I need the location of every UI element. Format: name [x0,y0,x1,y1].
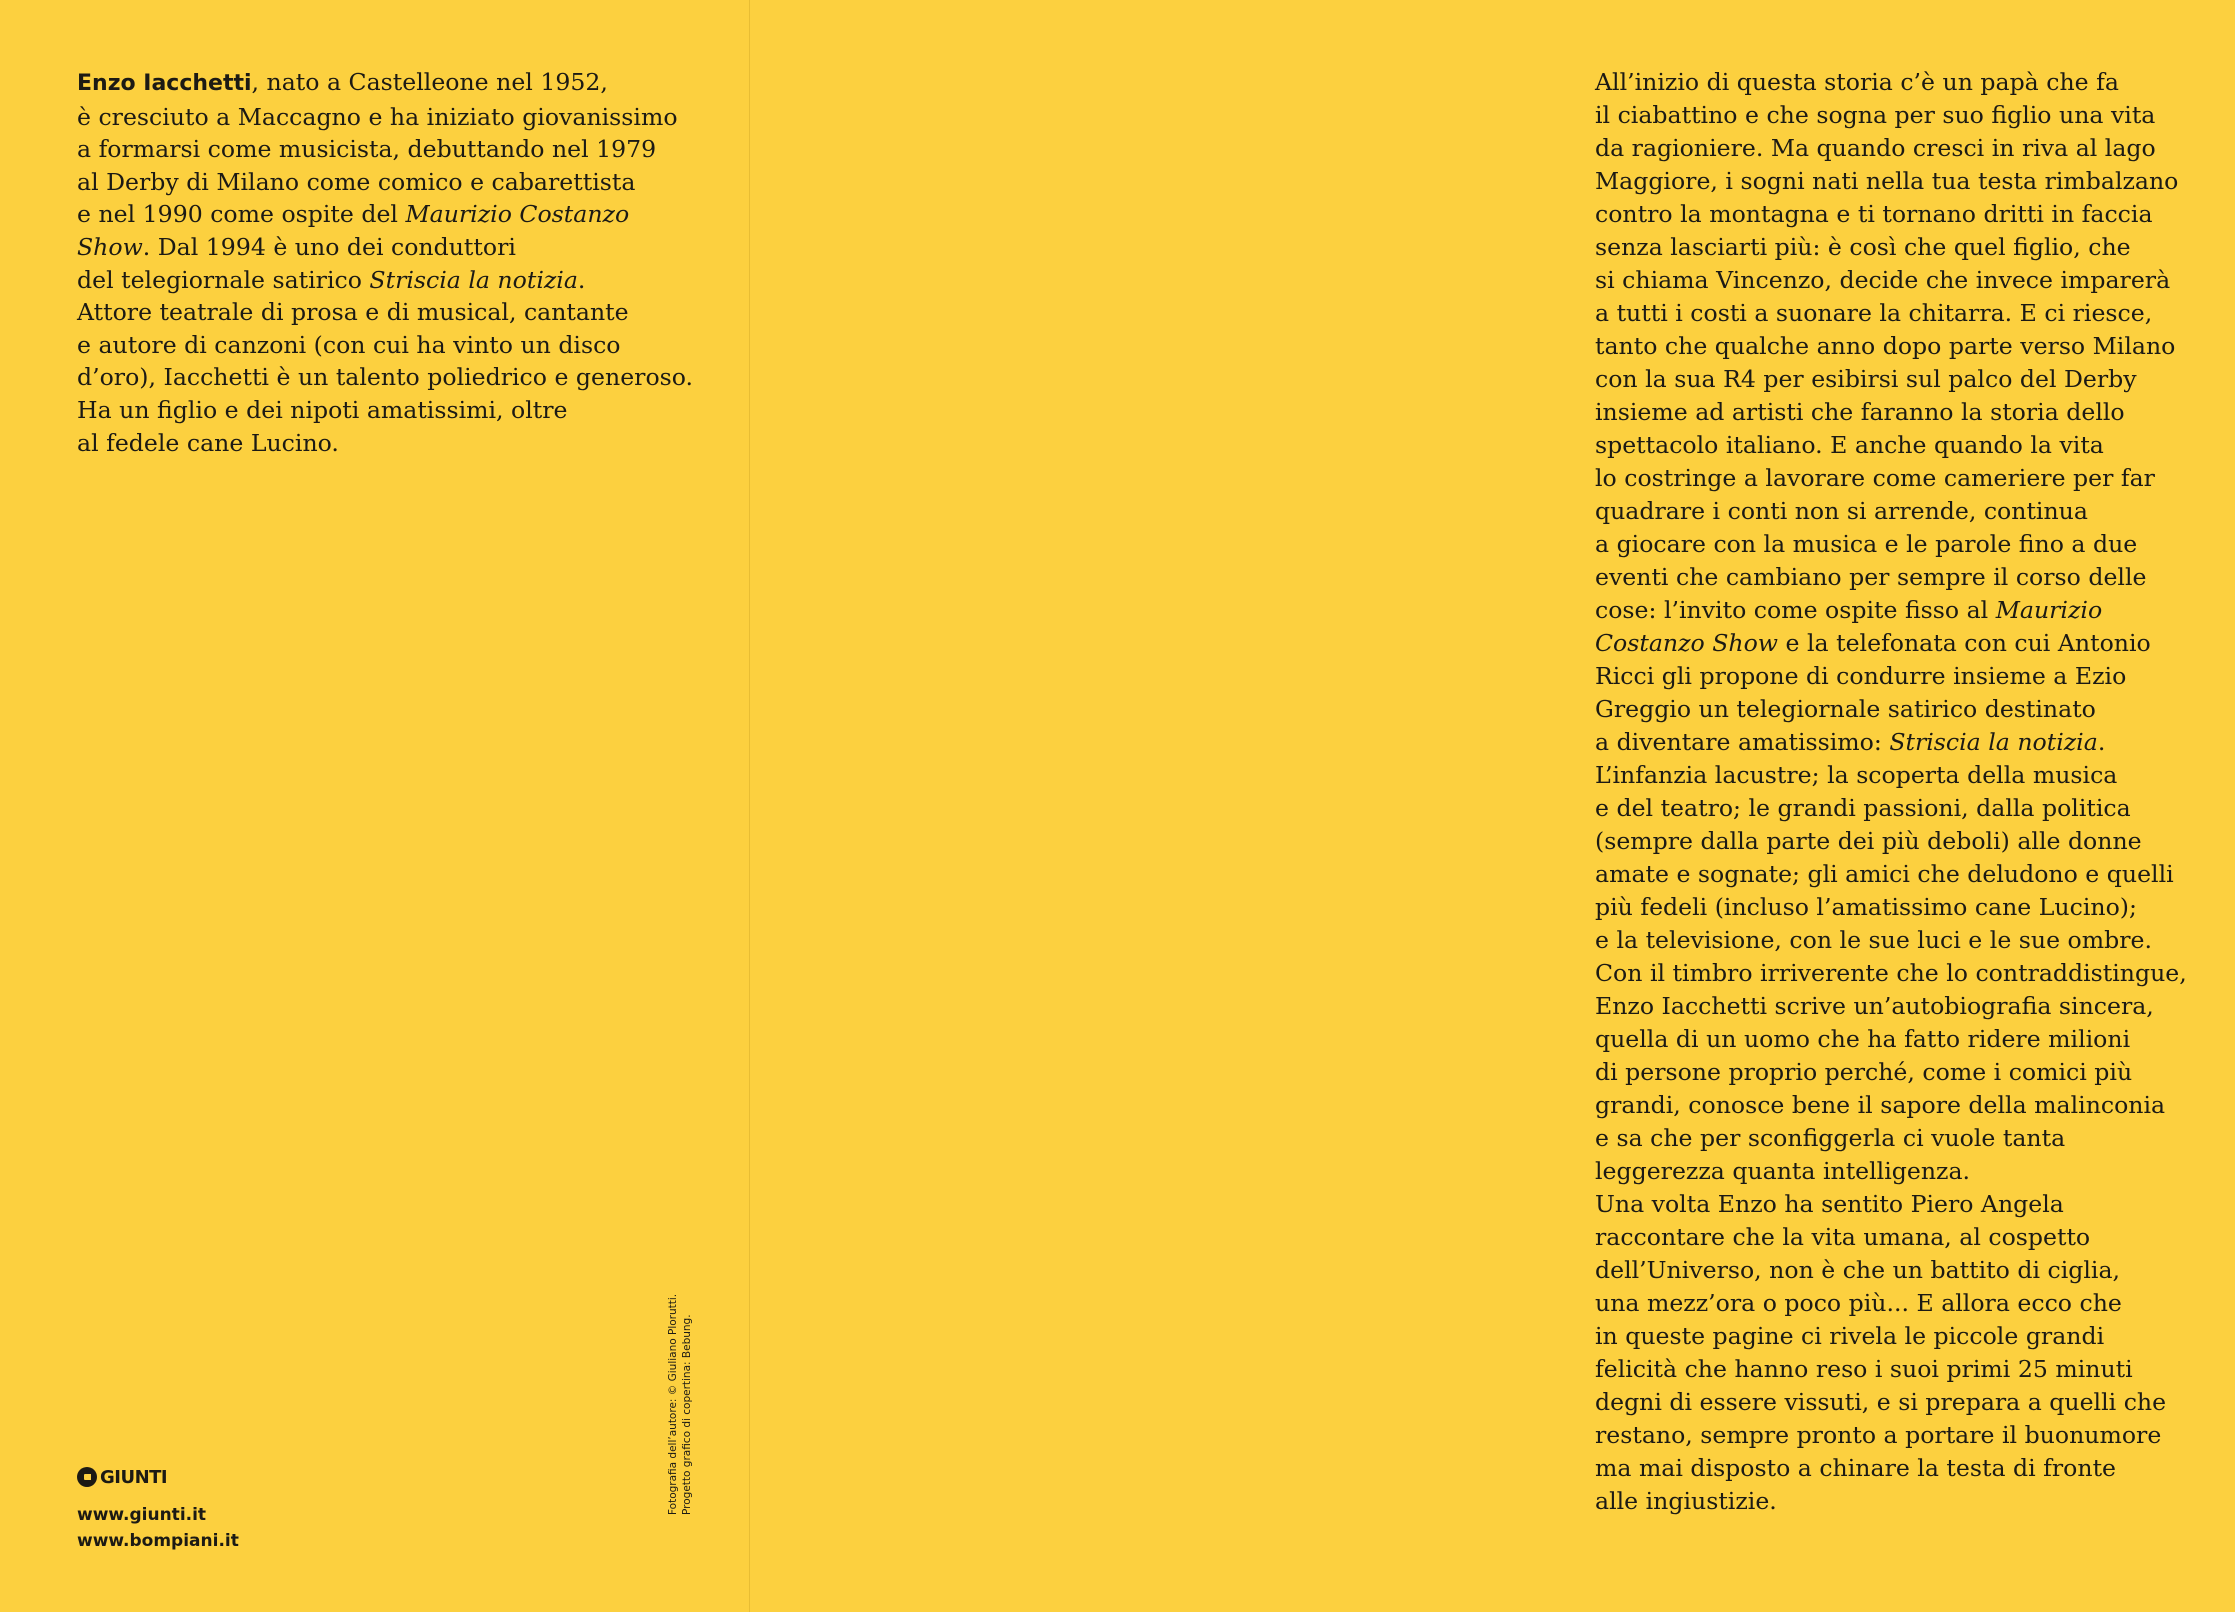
text-run: a diventare amatissimo: [1595,728,1890,756]
text-line [1595,528,2235,561]
text-run: di persone proprio perché, come i comici più [1595,1058,2133,1086]
text-line [1595,759,2235,792]
website-links [77,1502,239,1554]
text-line [1595,264,2235,297]
text-line [1595,891,2235,924]
text-line [1595,99,2235,132]
text-run: senza lasciarti più: è così che quel figlio, che [1595,233,2131,261]
text-run: tanto che qualche anno dopo parte verso Milano [1595,332,2176,360]
text-line [77,296,677,329]
design-credit: Progetto grafico di copertina: Bebung. [681,1314,693,1515]
text-line [1595,594,2235,627]
text-run: una mezz’ora o poco più... E allora ecco che [1595,1289,2122,1317]
text-run: eventi che cambiano per sempre il corso delle [1595,563,2147,591]
text-run: . Dal 1994 è uno dei conduttori [142,232,516,261]
text-run: Ha un figlio e dei nipoti amatissimi, oltre [77,395,568,424]
publisher-logo [77,1466,167,1488]
text-run: e la televisione, con le sue luci e le sue ombre. [1595,926,2152,954]
text-run: da ragioniere. Ma quando cresci in riva al lago [1595,134,2156,162]
text-run: restano, sempre pronto a portare il buonumore [1595,1421,2162,1449]
text-line [1595,396,2235,429]
text-line [1595,858,2235,891]
credits [666,1293,700,1515]
text-run: Attore teatrale di prosa e di musical, cantante [77,298,629,327]
text-run: degni di essere vissuti, e si prepara a quelli che [1595,1388,2167,1416]
text-line [1595,132,2235,165]
text-run: leggerezza quanta intelligenza. [1595,1157,1971,1185]
text-run: al Derby di Milano come comico e cabarettista [77,167,636,196]
italic-title: Maurizio Costanzo [405,200,630,229]
text-line [1595,462,2235,495]
text-run: Con il timbro irriverente che lo contraddistingue, [1595,959,2187,987]
text-run: grandi, conosce bene il sapore della malinconia [1595,1091,2166,1119]
text-line [1595,726,2235,759]
italic-title: Show [77,232,143,261]
text-line [1595,1089,2235,1122]
italic-title: Maurizio [1995,596,2103,624]
italic-title: Striscia la notizia [369,265,578,294]
italic-title: Striscia la notizia [1889,728,2098,756]
text-line [1595,924,2235,957]
text-run: più fedeli (incluso l’amatissimo cane Lucino); [1595,893,2137,921]
text-line [1595,1320,2235,1353]
author-name: Enzo Iacchetti [77,71,252,96]
text-run: d’oro), Iacchetti è un talento poliedrico e generoso. [77,363,694,392]
text-line [1595,627,2235,660]
text-run: il ciabattino e che sogna per suo figlio una vita [1595,101,2156,129]
text-run: al fedele cane Lucino. [77,428,339,457]
text-run: e nel 1990 come ospite del [77,200,406,229]
publisher-logo-text: GIUNTI [100,1466,168,1488]
text-line [77,329,677,362]
text-run: a formarsi come musicista, debuttando nel 1979 [77,135,657,164]
text-run: contro la montagna e ti tornano dritti in faccia [1595,200,2153,228]
text-run: lo costringe a lavorare come cameriere per far [1595,464,2155,492]
text-run: e del teatro; le grandi passioni, dalla politica [1595,794,2131,822]
text-run: amate e sognate; gli amici che deludono e quelli [1595,860,2174,888]
text-line [1595,66,2235,99]
text-run: insieme ad artisti che faranno la storia dello [1595,398,2125,426]
text-run: e la telefonata con cui Antonio [1778,629,2151,657]
text-line [1595,660,2235,693]
text-line [1595,165,2235,198]
text-line [77,101,677,134]
text-line [77,66,677,101]
text-run: è cresciuto a Maccagno e ha iniziato giovanissimo [77,102,678,131]
text-line [1595,363,2235,396]
text-line [1595,1056,2235,1089]
text-line [77,264,677,297]
text-line [1595,957,2235,990]
text-run: , nato a Castelleone nel 1952, [251,68,608,96]
text-line [1595,1452,2235,1485]
text-run: dell’Universo, non è che un battito di ciglia, [1595,1256,2121,1284]
text-line [1595,1287,2235,1320]
text-line [77,166,677,199]
text-run: Una volta Enzo ha sentito Piero Angela [1595,1190,2064,1218]
text-run: Ricci gli propone di condurre insieme a Ezio [1595,662,2127,690]
text-run: felicità che hanno reso i suoi primi 25 minuti [1595,1355,2133,1383]
text-run: del telegiornale satirico [77,265,370,294]
text-line [77,394,677,427]
text-run: cose: l’invito come ospite fisso al [1595,596,1996,624]
text-line [1595,1122,2235,1155]
text-run: e autore di canzoni (con cui ha vinto un disco [77,330,621,359]
left-flap [0,0,749,1612]
text-line [1595,1254,2235,1287]
text-line [1595,1221,2235,1254]
author-bio [77,66,694,459]
photo-credit: Fotografia dell’autore: © Giuliano Plorutti. [667,1293,679,1515]
text-run: All’inizio di questa storia c’è un papà che fa [1595,68,2119,96]
text-run: alle ingiustizie. [1595,1487,1777,1515]
text-line [1595,1155,2235,1188]
text-line [1595,330,2235,363]
text-line [1595,1419,2235,1452]
text-line [1595,561,2235,594]
text-run: a tutti i costi a suonare la chitarra. E ci riesce, [1595,299,2153,327]
book-synopsis [1595,66,2235,1518]
link-giunti[interactable]: www.giunti.it [77,1505,207,1525]
text-run: Maggiore, i sogni nati nella tua testa rimbalzano [1595,167,2179,195]
text-run: (sempre dalla parte dei più deboli) alle donne [1595,827,2142,855]
text-run: quadrare i conti non si arrende, continua [1595,497,2088,525]
text-line [1595,297,2235,330]
text-run: ma mai disposto a chinare la testa di fronte [1595,1454,2117,1482]
text-line [77,427,677,460]
text-line [1595,1485,2235,1518]
text-line [1595,1353,2235,1386]
text-line [1595,693,2235,726]
text-line [1595,1023,2235,1056]
text-line [1595,495,2235,528]
text-line [77,133,677,166]
text-run: raccontare che la vita umana, al cospetto [1595,1223,2091,1251]
text-line [1595,231,2235,264]
text-line [1595,198,2235,231]
text-run: a giocare con la musica e le parole fino a due [1595,530,2138,558]
text-run: quella di un uomo che ha fatto ridere milioni [1595,1025,2131,1053]
text-line [77,361,694,394]
italic-title: Costanzo Show [1595,629,1779,657]
text-run: . [2097,728,2106,756]
text-run: . [577,265,586,294]
text-line [1595,825,2235,858]
text-run: in queste pagine ci rivela le piccole grandi [1595,1322,2105,1350]
text-line [77,198,677,231]
text-run: Enzo Iacchetti scrive un’autobiografia sincera, [1595,992,2154,1020]
link-bompiani[interactable]: www.bompiani.it [77,1531,239,1551]
text-line [1595,1386,2235,1419]
text-run: e sa che per sconfiggerla ci vuole tanta [1595,1124,2066,1152]
text-line [1595,990,2235,1023]
text-run: spettacolo italiano. E anche quando la vita [1595,431,2104,459]
text-line [1595,1188,2235,1221]
right-flap [750,0,2187,1612]
giunti-logo-icon [77,1467,97,1487]
text-line [1595,429,2235,462]
text-line [1595,792,2235,825]
text-run: con la sua R4 per esibirsi sul palco del Derby [1595,365,2137,393]
text-run: L’infanzia lacustre; la scoperta della musica [1595,761,2118,789]
text-run: si chiama Vincenzo, decide che invece imparerà [1595,266,2171,294]
text-line [77,231,677,264]
text-run: Greggio un telegiornale satirico destinato [1595,695,2096,723]
